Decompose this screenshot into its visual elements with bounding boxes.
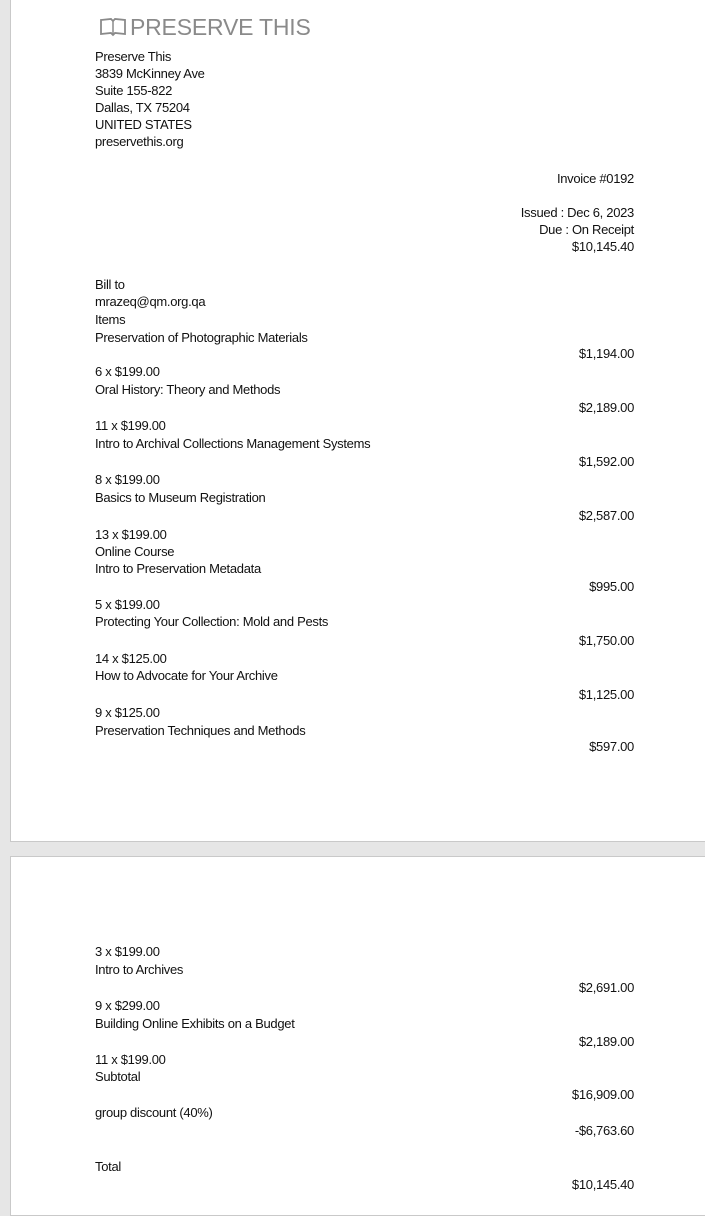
item-amount: $1,194.00: [578, 346, 634, 361]
item-name: How to Advocate for Your Archive: [95, 668, 278, 683]
subtotal-label: Subtotal: [95, 1069, 141, 1084]
company-suite: Suite 155-822: [95, 83, 173, 98]
item-amount: $1,125.00: [578, 687, 634, 702]
item-name: Online Course: [95, 544, 175, 559]
item-amount: $597.00: [589, 739, 634, 754]
item-qty: 8 x $199.00: [95, 472, 160, 487]
item-name: Intro to Archives: [95, 962, 184, 977]
item-amount: $995.00: [589, 579, 634, 594]
item-amount: $2,189.00: [578, 1034, 634, 1049]
item-name: Preservation of Photographic Materials: [95, 330, 308, 345]
amount-due: $10,145.40: [571, 239, 634, 254]
company-name: Preserve This: [95, 49, 172, 64]
logo-text: PRESERVE THIS: [130, 13, 311, 40]
item-qty: 3 x $199.00: [95, 944, 160, 959]
item-name: Oral History: Theory and Methods: [95, 382, 281, 397]
discount-label: group discount (40%): [95, 1105, 213, 1120]
item-qty: 13 x $199.00: [95, 527, 167, 542]
item-name: Preservation Techniques and Methods: [95, 723, 306, 738]
due-terms: Due : On Receipt: [539, 222, 634, 237]
total-label: Total: [95, 1159, 121, 1174]
discount-amount: -$6,763.60: [574, 1123, 634, 1138]
item-amount: $2,189.00: [578, 400, 634, 415]
item-amount: $1,750.00: [578, 633, 634, 648]
item-qty: 14 x $125.00: [95, 651, 167, 666]
items-label: Items: [95, 312, 126, 327]
item-name: Intro to Archival Collections Management Systems: [95, 436, 371, 451]
invoice-number: Invoice #0192: [556, 171, 634, 186]
issued-date: Issued : Dec 6, 2023: [520, 205, 634, 220]
item-qty: 11 x $199.00: [95, 1052, 166, 1067]
invoice-page-2: [10, 856, 705, 1216]
bill-to-label: Bill to: [95, 277, 125, 292]
total-amount: $10,145.40: [571, 1177, 634, 1192]
company-website: preservethis.org: [95, 134, 184, 149]
company-city: Dallas, TX 75204: [95, 100, 190, 115]
company-logo: [99, 13, 311, 41]
item-name-detail: Intro to Preservation Metadata: [95, 561, 261, 576]
item-qty: 5 x $199.00: [95, 597, 160, 612]
item-qty: 6 x $199.00: [95, 364, 160, 379]
book-icon: [99, 16, 127, 38]
item-qty: 9 x $299.00: [95, 998, 160, 1013]
item-amount: $2,587.00: [578, 508, 634, 523]
subtotal-amount: $16,909.00: [571, 1087, 634, 1102]
item-name: Protecting Your Collection: Mold and Pests: [95, 614, 329, 629]
company-address: [95, 48, 205, 150]
item-qty: 11 x $199.00: [95, 418, 166, 433]
invoice-page-1: [10, 0, 705, 842]
company-street: 3839 McKinney Ave: [95, 66, 205, 81]
item-amount: $1,592.00: [578, 454, 634, 469]
item-amount: $2,691.00: [578, 980, 634, 995]
company-country: UNITED STATES: [95, 117, 192, 132]
item-name: Building Online Exhibits on a Budget: [95, 1016, 295, 1031]
item-name: Basics to Museum Registration: [95, 490, 266, 505]
item-qty: 9 x $125.00: [95, 705, 160, 720]
bill-to-email: mrazeq@qm.org.qa: [95, 294, 206, 309]
